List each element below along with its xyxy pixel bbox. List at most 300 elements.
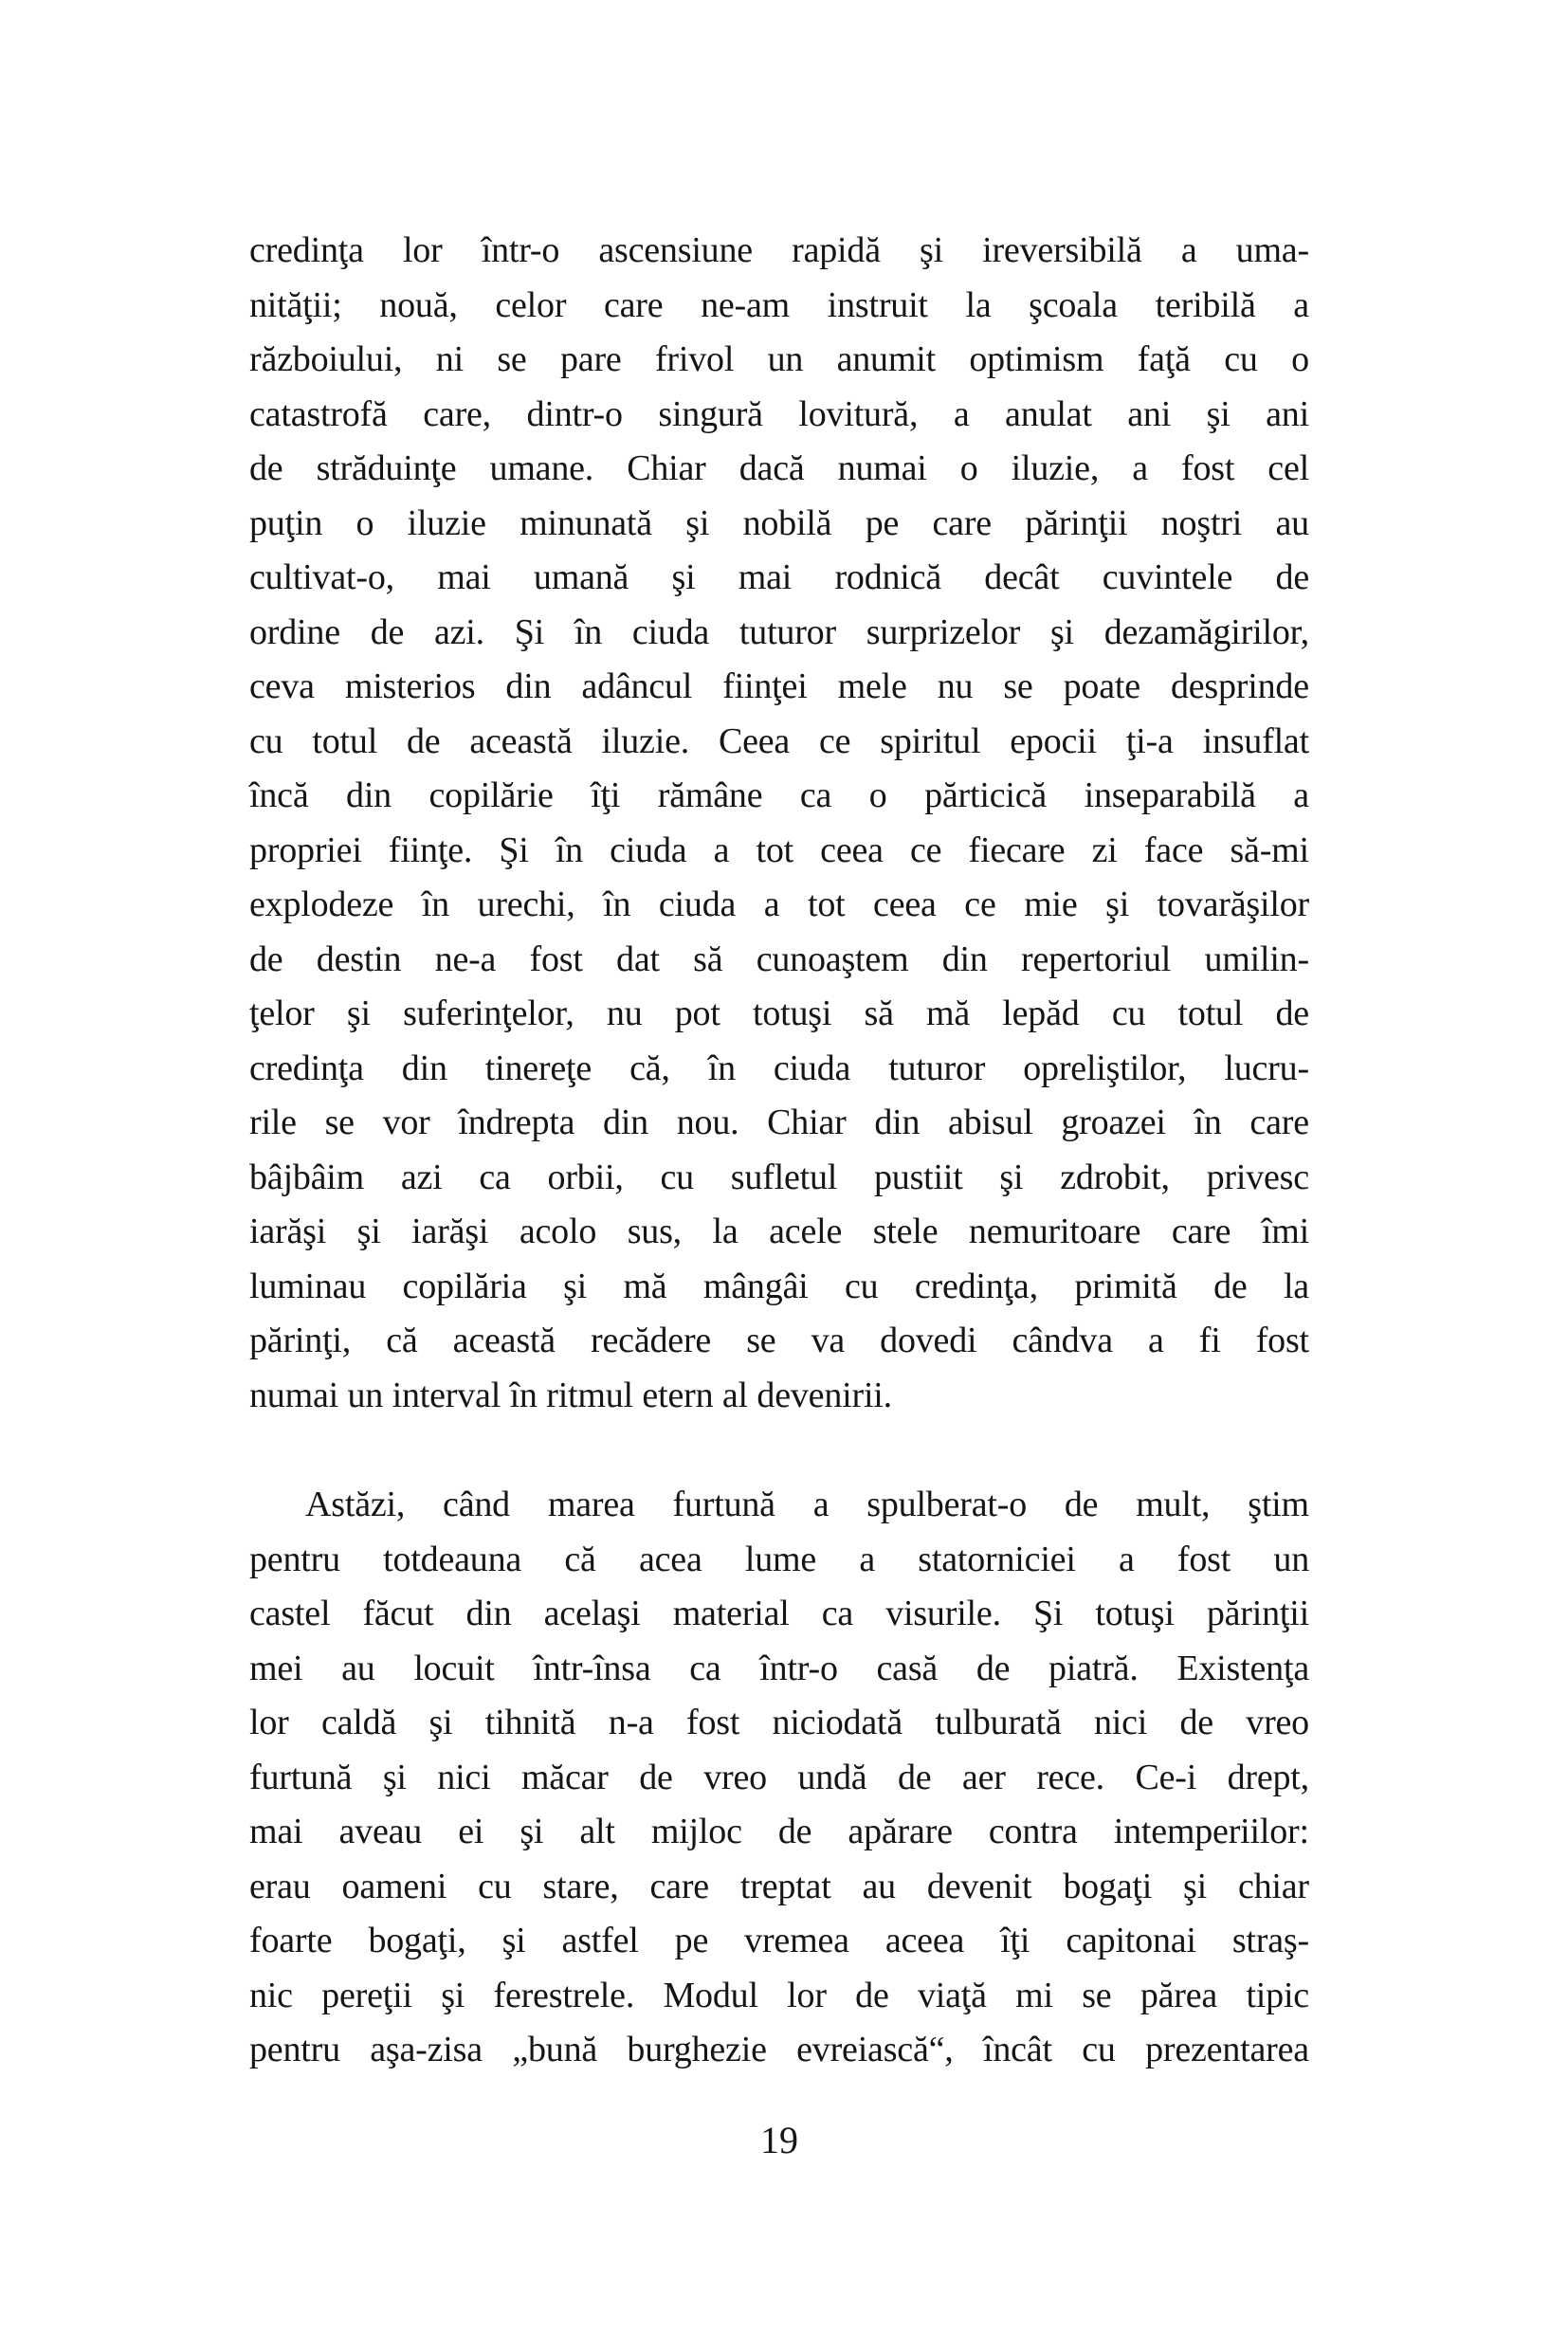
- word: ţi-a: [1125, 720, 1174, 761]
- word: a: [1180, 230, 1197, 270]
- word: devenirii.: [757, 1375, 892, 1415]
- word: îţi: [1000, 1921, 1030, 1960]
- word: zi: [1091, 829, 1118, 870]
- word: stare,: [542, 1866, 619, 1906]
- word: fost: [1181, 448, 1235, 488]
- word: în: [574, 611, 603, 652]
- word: iluzie,: [1011, 448, 1100, 488]
- word: iluzie.: [601, 720, 690, 761]
- text-line: [249, 1860, 1309, 1915]
- word: nemuritoare: [968, 1212, 1141, 1251]
- word: totul: [312, 720, 378, 761]
- word: a: [713, 829, 730, 870]
- word: mei: [249, 1648, 303, 1688]
- word: alt: [579, 1812, 615, 1851]
- word: faţă: [1137, 339, 1191, 379]
- word: într-o: [759, 1648, 838, 1688]
- word: care,: [423, 393, 491, 434]
- word: caldă: [320, 1703, 397, 1742]
- word: optimism: [969, 339, 1104, 379]
- word: totuşi: [1095, 1594, 1175, 1633]
- word: anulat: [1005, 393, 1092, 434]
- word: epocii: [1010, 720, 1097, 761]
- word: au: [1275, 502, 1309, 543]
- word: credinţa: [249, 230, 364, 270]
- word: acolo: [519, 1212, 597, 1251]
- word: credinţa,: [914, 1266, 1038, 1306]
- word: într-o: [481, 230, 560, 270]
- word: bâjbâim: [249, 1157, 365, 1197]
- word: drept,: [1227, 1757, 1309, 1797]
- word: iarăşi: [249, 1212, 327, 1251]
- word: ţelor: [249, 993, 315, 1033]
- word: aşa-zisa: [370, 2030, 483, 2069]
- word: ceea: [873, 884, 937, 924]
- word: dat: [616, 939, 660, 979]
- word: copilărie: [428, 775, 554, 815]
- word: pot: [674, 993, 720, 1033]
- word: lucru-: [1224, 1048, 1309, 1088]
- word: umane.: [489, 448, 594, 488]
- word: măcar: [520, 1757, 609, 1797]
- word: mele: [837, 666, 907, 706]
- text-line: [249, 824, 1309, 879]
- text-line: [249, 1533, 1309, 1588]
- word: abisul: [948, 1103, 1033, 1142]
- word: şi: [356, 1212, 381, 1251]
- word: pare: [559, 339, 622, 379]
- word: tulburată: [935, 1703, 1062, 1742]
- word: din: [941, 939, 988, 979]
- word: rapidă: [792, 230, 881, 270]
- word: ceea: [820, 829, 884, 870]
- text-line: [249, 606, 1309, 661]
- word: lor: [787, 1975, 827, 2015]
- word: în: [509, 1375, 538, 1415]
- word: spiritul: [880, 720, 981, 761]
- word: care: [649, 1866, 709, 1906]
- word: groazei: [1061, 1103, 1166, 1142]
- text-line: [249, 769, 1309, 824]
- word: şi: [428, 1703, 453, 1742]
- word: că: [564, 1539, 596, 1579]
- word: sus,: [627, 1212, 682, 1251]
- word: insuflat: [1202, 720, 1309, 761]
- word: tuturor: [738, 611, 836, 652]
- word: la: [965, 284, 992, 325]
- word: din: [346, 775, 392, 815]
- word: o: [356, 502, 374, 543]
- word: mai: [437, 557, 491, 597]
- word: şi: [563, 1266, 588, 1306]
- word: îţi: [591, 775, 621, 815]
- text-line: [249, 987, 1309, 1042]
- word: tinereţe: [484, 1048, 593, 1088]
- word: visurile.: [885, 1594, 1001, 1633]
- word: nu: [937, 666, 974, 706]
- word: pustiit: [873, 1157, 963, 1197]
- word: fiinţei: [722, 666, 808, 706]
- word: de: [1179, 1703, 1213, 1742]
- word: şi: [920, 230, 943, 270]
- word: cuvintele: [1102, 557, 1233, 597]
- word: foarte: [249, 1921, 333, 1960]
- word: şi: [382, 1757, 407, 1797]
- word: ce: [964, 884, 996, 924]
- word: a: [1132, 448, 1148, 488]
- text-line: [249, 388, 1309, 443]
- word: părea: [1140, 1975, 1218, 2015]
- text-line: [249, 1642, 1309, 1697]
- word: ne-am: [701, 284, 791, 325]
- word: fiinţe.: [388, 829, 473, 870]
- word: nouă,: [379, 284, 458, 325]
- word: Astăzi,: [305, 1485, 406, 1524]
- word: spulberat-o: [866, 1485, 1027, 1524]
- word: părinţi,: [249, 1321, 352, 1360]
- word: statorniciei: [918, 1539, 1076, 1579]
- word: ciuda: [610, 829, 687, 870]
- word: pereţii: [321, 1975, 412, 2015]
- text-line: [249, 497, 1309, 552]
- word: tot: [807, 884, 846, 924]
- word: de: [975, 1648, 1011, 1688]
- word: de: [249, 939, 283, 979]
- text-block: [249, 224, 1309, 2078]
- word: mie: [1024, 884, 1078, 924]
- text-line: [249, 1805, 1309, 1860]
- word: Şi: [499, 829, 529, 870]
- word: lovitură,: [798, 393, 919, 434]
- page-number: 19: [760, 2119, 798, 2161]
- word: azi.: [433, 611, 484, 652]
- word: pe: [865, 502, 900, 543]
- word: ei: [458, 1812, 484, 1851]
- text-line: [249, 660, 1309, 715]
- word: îndrepta: [458, 1103, 575, 1142]
- word: uma-: [1235, 230, 1309, 270]
- word: tovarăşilor: [1157, 884, 1309, 924]
- word: numai: [837, 448, 927, 488]
- word: fost: [1176, 1539, 1231, 1579]
- word: devenit: [926, 1866, 1032, 1906]
- text-line: [249, 333, 1309, 388]
- word: ciuda: [773, 1048, 851, 1088]
- word: Chiar: [627, 448, 706, 488]
- word: nici: [437, 1757, 491, 1797]
- word: de: [1213, 1266, 1248, 1306]
- word: părinţii: [1025, 502, 1128, 543]
- word: această: [452, 1321, 556, 1360]
- word: a: [812, 1485, 830, 1524]
- word: ca: [799, 775, 832, 815]
- word: evreiască“,: [796, 2030, 954, 2069]
- word: de: [370, 611, 405, 652]
- word: fost: [686, 1703, 740, 1742]
- word: ani: [1127, 393, 1172, 434]
- word: şi: [501, 1921, 526, 1960]
- word: Modul: [663, 1975, 758, 2015]
- word: surprizelor: [866, 611, 1021, 652]
- word: tipic: [1246, 1975, 1309, 2015]
- text-line: [249, 1751, 1309, 1806]
- paragraph: [249, 1478, 1309, 2078]
- text-line: [249, 1914, 1309, 1969]
- word: pe: [674, 1921, 709, 1960]
- word: cu: [844, 1266, 879, 1306]
- word: casă: [876, 1648, 939, 1688]
- word: castel: [249, 1594, 331, 1633]
- word: ni: [435, 339, 464, 379]
- word: misterios: [344, 666, 476, 706]
- word: din: [465, 1594, 512, 1633]
- text-line: [249, 1096, 1309, 1151]
- word: opreliştilor,: [1023, 1048, 1187, 1088]
- word: contra: [988, 1812, 1078, 1851]
- word: astfel: [561, 1921, 639, 1960]
- word: aer: [961, 1757, 1006, 1797]
- word: războiului,: [249, 339, 403, 379]
- word: urechi,: [477, 884, 575, 924]
- word: cândva: [1012, 1321, 1113, 1360]
- word: în: [555, 829, 583, 870]
- word: nităţii;: [249, 284, 342, 325]
- word: treptat: [739, 1866, 831, 1906]
- word: Chiar: [767, 1103, 847, 1142]
- word: singură: [658, 393, 763, 434]
- word: dintr-o: [526, 393, 623, 434]
- word: de: [777, 1812, 812, 1851]
- word: mai: [249, 1812, 303, 1851]
- word: cu: [1082, 2030, 1116, 2069]
- word: îmi: [1261, 1212, 1309, 1251]
- text-line: [249, 1042, 1309, 1097]
- word: „bună: [512, 2030, 598, 2069]
- word: inseparabilă: [1084, 775, 1256, 815]
- word: teribilă: [1155, 284, 1256, 325]
- word: şi: [520, 1812, 544, 1851]
- word: de: [639, 1757, 673, 1797]
- word: nici: [1093, 1703, 1148, 1742]
- text-line: [249, 715, 1309, 770]
- word: a: [1293, 284, 1309, 325]
- word: rece.: [1036, 1757, 1104, 1797]
- word: celor: [495, 284, 567, 325]
- word: va: [811, 1321, 846, 1360]
- word: care: [1171, 1212, 1231, 1251]
- word: minunată: [520, 502, 652, 543]
- word: ciuda: [658, 884, 737, 924]
- word: cu: [1111, 993, 1146, 1033]
- word: puţin: [249, 502, 323, 543]
- word: într-însa: [533, 1648, 651, 1688]
- word: Existenţa: [1176, 1648, 1309, 1688]
- word: lor: [402, 230, 443, 270]
- word: azi: [400, 1157, 443, 1197]
- word: o: [959, 448, 978, 488]
- word: mă: [926, 993, 971, 1033]
- word: ireversibilă: [982, 230, 1142, 270]
- text-line: [249, 2023, 1309, 2078]
- word: a: [763, 884, 780, 924]
- word: tihnită: [484, 1703, 576, 1742]
- word: frivol: [654, 339, 735, 379]
- word: nou.: [676, 1103, 739, 1142]
- word: cu: [249, 720, 283, 761]
- word: încă: [249, 775, 309, 815]
- word: rile: [249, 1103, 297, 1142]
- word: de: [1275, 557, 1309, 597]
- word: catastrofă: [249, 393, 388, 434]
- word: şi: [1049, 611, 1074, 652]
- word: cultivat-o,: [249, 557, 394, 597]
- word: un: [347, 1375, 384, 1415]
- text-line: [249, 1205, 1309, 1260]
- word: au: [862, 1866, 896, 1906]
- word: făcut: [362, 1594, 434, 1633]
- text-line: [249, 1696, 1309, 1751]
- word: capitonai: [1066, 1921, 1196, 1960]
- word: ascensiune: [598, 230, 753, 270]
- word: niciodată: [772, 1703, 903, 1742]
- word: şi: [1206, 393, 1231, 434]
- word: ritmul: [546, 1375, 633, 1415]
- word: bogaţi: [1063, 1866, 1153, 1906]
- word: mijloc: [650, 1812, 742, 1851]
- word: lepăd: [1002, 993, 1080, 1033]
- text-line: [249, 878, 1309, 933]
- word: stele: [872, 1212, 939, 1251]
- word: oameni: [341, 1866, 447, 1906]
- word: rămâne: [657, 775, 763, 815]
- word: se: [497, 339, 527, 379]
- word: o: [1291, 339, 1309, 379]
- word: marea: [547, 1485, 635, 1524]
- word: ani: [1266, 393, 1309, 434]
- word: mângâi: [702, 1266, 809, 1306]
- word: furtună: [249, 1757, 353, 1797]
- word: părinţii: [1206, 1594, 1309, 1633]
- word: această: [469, 720, 573, 761]
- word: acea: [638, 1539, 702, 1579]
- text-line: [249, 442, 1309, 497]
- text-line: [249, 933, 1309, 988]
- word: aveau: [338, 1812, 423, 1851]
- text-line: [249, 1587, 1309, 1642]
- word: pentru: [249, 2030, 340, 2069]
- word: intemperiilor:: [1113, 1812, 1309, 1851]
- word: undă: [797, 1757, 867, 1797]
- word: straş-: [1231, 1921, 1309, 1960]
- word: ce: [910, 829, 942, 870]
- word: burghezie: [627, 2030, 767, 2069]
- word: zdrobit,: [1060, 1157, 1170, 1197]
- word: şi: [441, 1975, 465, 2015]
- word: propriei: [249, 829, 362, 870]
- word: încât: [982, 2030, 1052, 2069]
- word: ciuda: [631, 611, 710, 652]
- word: să: [693, 939, 723, 979]
- word: lor: [249, 1703, 289, 1742]
- word: destin: [316, 939, 402, 979]
- word: părticică: [924, 775, 1048, 815]
- word: tot: [756, 829, 793, 870]
- word: prezentarea: [1145, 2030, 1309, 2069]
- word: la: [1283, 1266, 1309, 1306]
- word: furtună: [672, 1485, 775, 1524]
- word: lume: [744, 1539, 817, 1579]
- word: repertoriul: [1020, 939, 1172, 979]
- word: străduinţe: [316, 448, 457, 488]
- word: viaţă: [917, 1975, 987, 2015]
- word: în: [707, 1048, 736, 1088]
- word: un: [1273, 1539, 1309, 1579]
- word: poate: [1063, 666, 1140, 706]
- word: cel: [1267, 448, 1309, 488]
- word: cu: [478, 1866, 512, 1906]
- text-line: [249, 279, 1309, 334]
- word: au: [341, 1648, 375, 1688]
- word: orbii,: [547, 1157, 624, 1197]
- word: a: [1148, 1321, 1164, 1360]
- word: dacă: [738, 448, 805, 488]
- word: ca: [821, 1594, 854, 1633]
- word: mă: [623, 1266, 667, 1306]
- word: şi: [346, 993, 371, 1033]
- word: sufletul: [730, 1157, 838, 1197]
- word: de: [1275, 993, 1309, 1033]
- word: dezamăgirilor,: [1103, 611, 1309, 652]
- word: din: [505, 666, 552, 706]
- word: apărare: [848, 1812, 953, 1851]
- word: face: [1143, 829, 1204, 870]
- word: pentru: [249, 1539, 340, 1579]
- word: mai: [738, 557, 793, 597]
- text-line: [249, 1478, 1309, 1533]
- word: cu: [660, 1157, 694, 1197]
- word: acele: [769, 1212, 843, 1251]
- word: din: [874, 1103, 921, 1142]
- word: din: [603, 1103, 648, 1142]
- text-line: [249, 1969, 1309, 2024]
- word: a: [1293, 775, 1309, 815]
- word: umană: [533, 557, 629, 597]
- word: ce: [819, 720, 851, 761]
- word: ferestrele.: [493, 1975, 635, 2015]
- word: în: [421, 884, 449, 924]
- word: şi: [1105, 884, 1130, 924]
- word: se: [324, 1103, 355, 1142]
- word: etern: [642, 1375, 714, 1415]
- word: vreo: [1246, 1703, 1309, 1742]
- word: de: [855, 1975, 889, 2015]
- word: acelaşi: [543, 1594, 641, 1633]
- text-line: [249, 551, 1309, 606]
- word: chiar: [1237, 1866, 1309, 1906]
- word: nu: [606, 993, 643, 1033]
- word: ca: [689, 1648, 721, 1688]
- word: se: [1082, 1975, 1112, 2015]
- word: Ce-i: [1135, 1757, 1197, 1797]
- word: de: [1064, 1485, 1099, 1524]
- word: nic: [249, 1975, 293, 2015]
- word: să-mi: [1230, 829, 1309, 870]
- word: şcoala: [1029, 284, 1118, 325]
- word: că,: [629, 1048, 670, 1088]
- paragraph: [249, 224, 1309, 1423]
- word: desprinde: [1170, 666, 1309, 706]
- text-line: [249, 1260, 1309, 1315]
